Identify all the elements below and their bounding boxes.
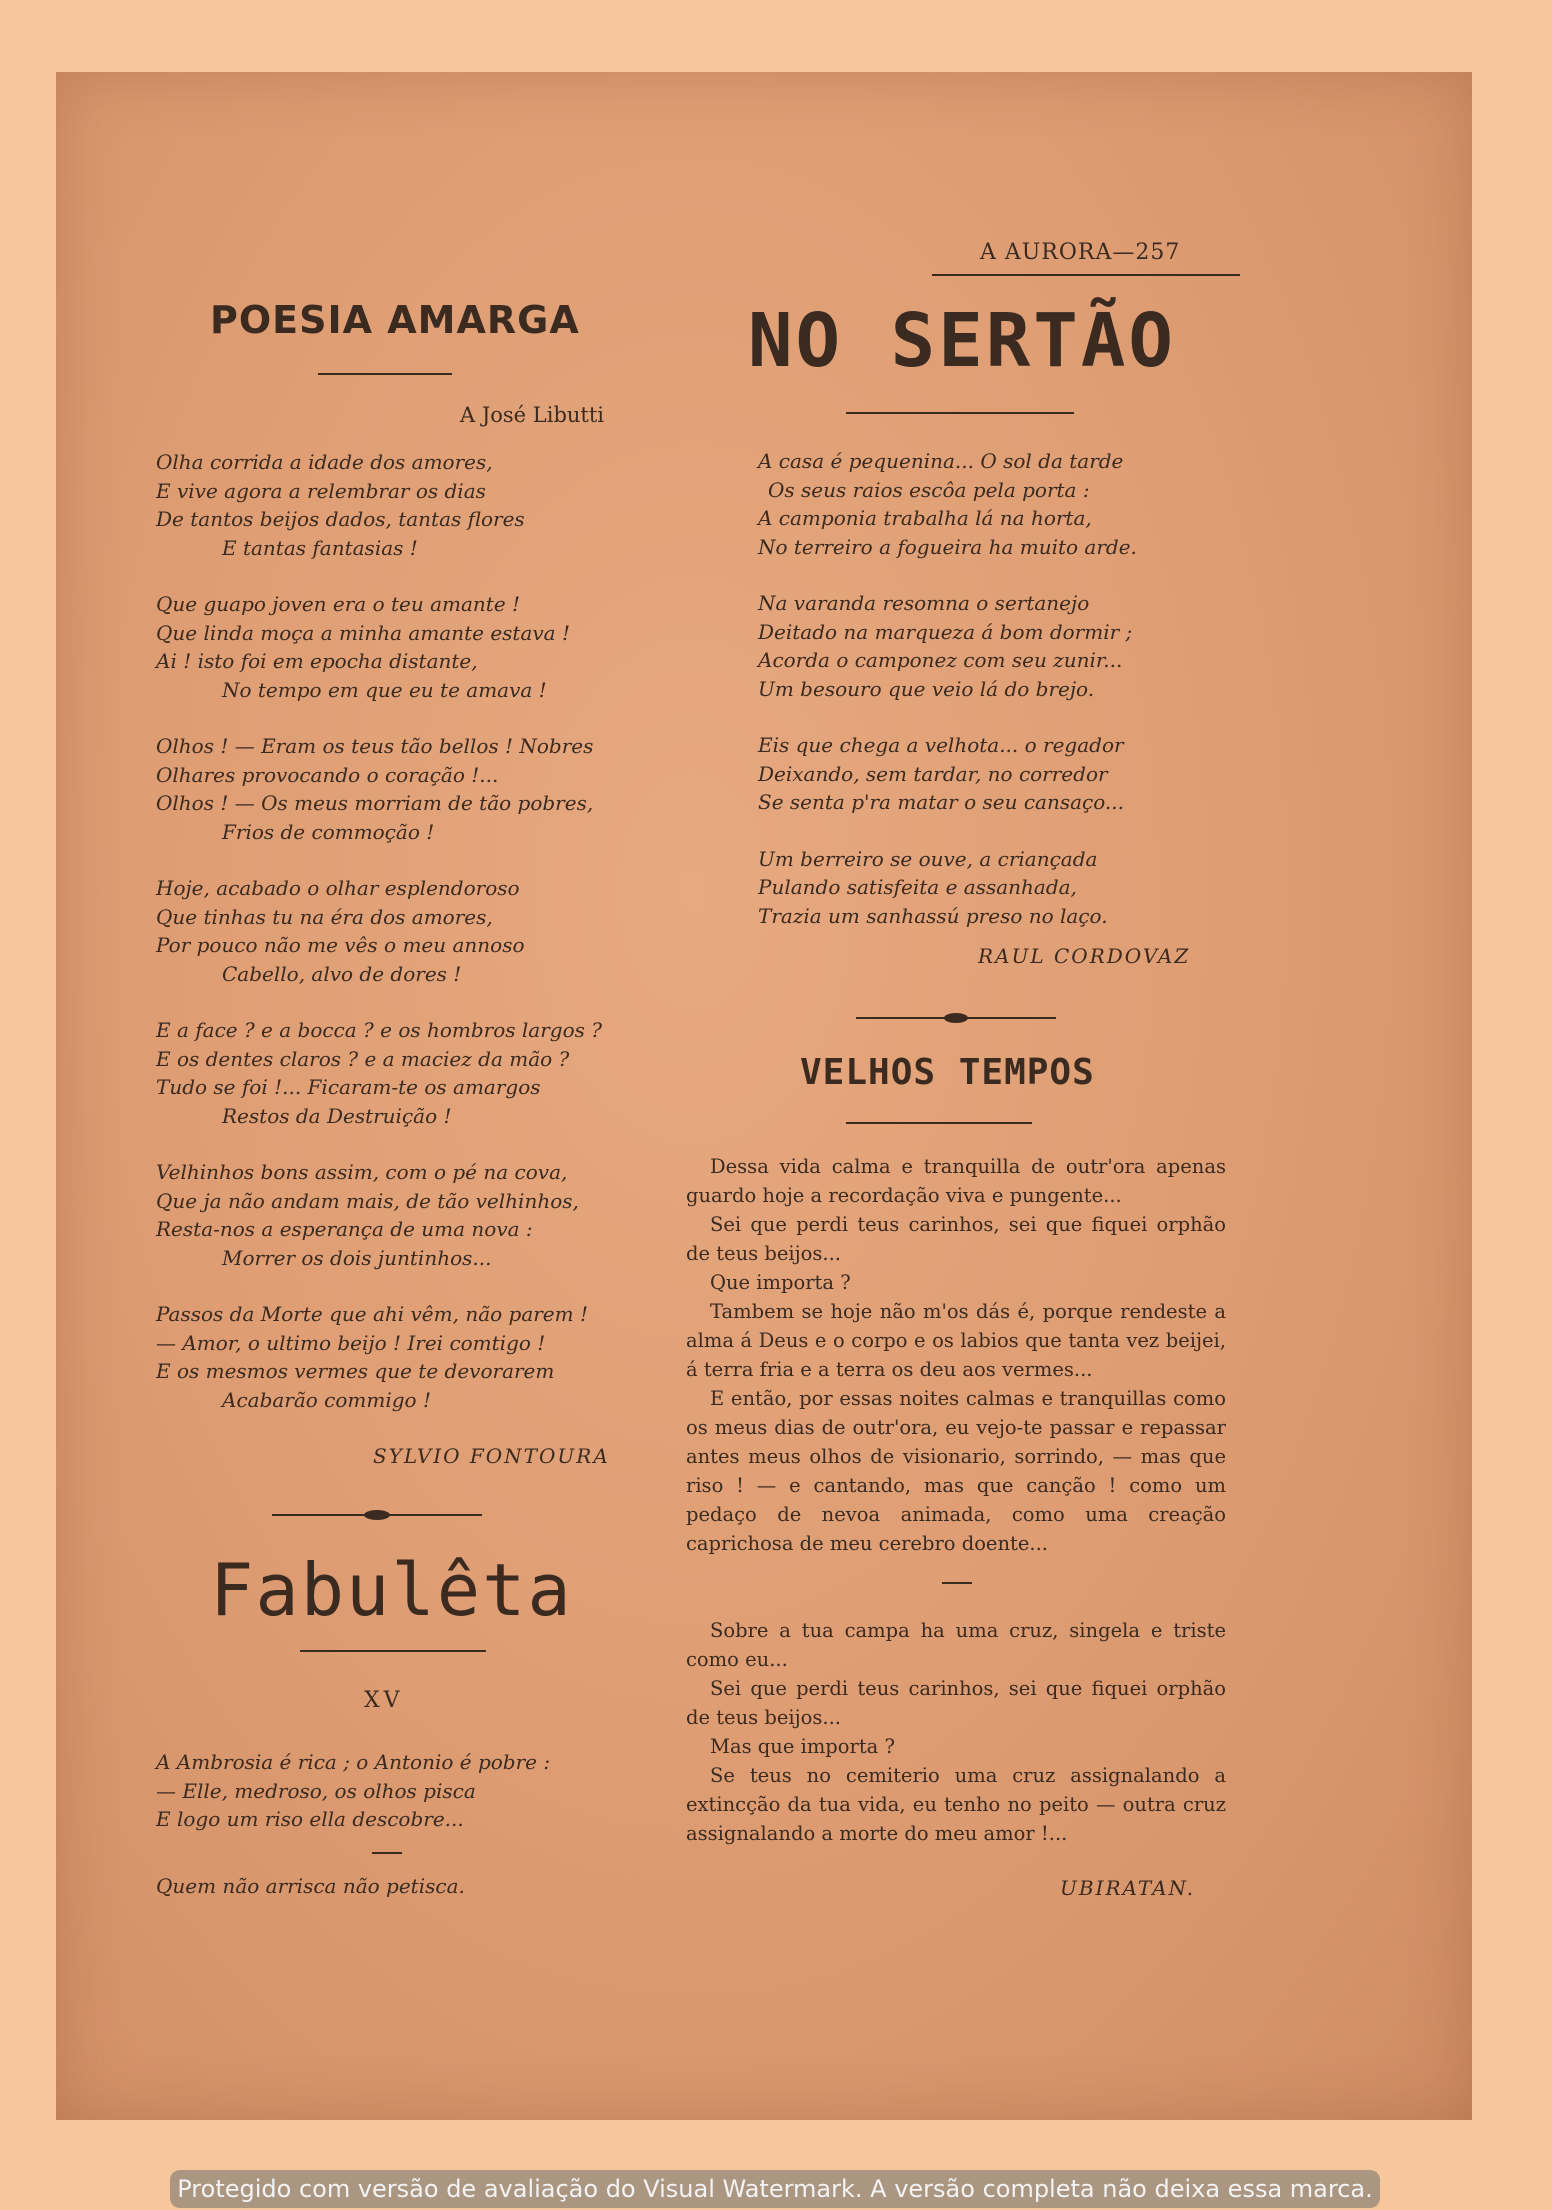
- watermark-banner: Protegido com versão de avaliação do Visual Watermark. A versão completa não deixa essa marca.: [170, 2170, 1380, 2208]
- title-rule: [300, 1650, 486, 1652]
- verse-line: Cabello, alvo de dores !: [222, 961, 462, 986]
- verse-line: Olha corrida a idade dos amores,: [156, 450, 493, 474]
- fabuleta-moral: Quem não arrisca não petisca.: [156, 1874, 465, 1898]
- verse-line: Pulando satisfeita e assanhada,: [758, 875, 1077, 899]
- author-sylvio-fontoura: SYLVIO FONTOURA: [373, 1444, 610, 1468]
- stanza: [758, 731, 1258, 817]
- verse-line: E logo um riso ella descobre...: [156, 1807, 464, 1831]
- poem-title-no-sertao: NO SERTÃO: [748, 298, 1176, 384]
- author-raul-cordovaz: RAUL CORDOVAZ: [978, 944, 1191, 968]
- verse-line: Velhinhos bons assim, com o pé na cova,: [156, 1160, 568, 1184]
- verse-line: Hoje, acabado o olhar esplendoroso: [156, 876, 520, 900]
- stanza: [156, 1016, 656, 1130]
- paragraph: Se teus no cemiterio uma cruz assignalando a extincção da tua vida, eu tenho no peito — outra cruz assignalando a morte do meu amor !...: [686, 1764, 1226, 1845]
- paragraph: Sobre a tua campa ha uma cruz, singela e triste como eu...: [686, 1619, 1226, 1671]
- paragraph: Que importa ?: [710, 1271, 851, 1294]
- verse-line: Resta-nos a esperança de uma nova :: [156, 1217, 533, 1241]
- verse-line: Deixando, sem tardar, no corredor: [758, 761, 1108, 786]
- paragraph: Dessa vida calma e tranquilla de outr'ora apenas guardo hoje a recordação viva e pungente...: [686, 1155, 1226, 1207]
- verse-line: E tantas fantasias !: [222, 535, 418, 560]
- fabuleta-title: Fabulêta: [210, 1548, 573, 1632]
- verse-line: Um besouro que veio lá do brejo.: [758, 676, 1095, 701]
- verse-line: Que ja não andam mais, de tão velhinhos,: [156, 1188, 579, 1213]
- verse-line: Morrer os dois juntinhos...: [222, 1245, 492, 1270]
- title-rule: [846, 412, 1074, 414]
- stanza: [758, 447, 1258, 561]
- title-rule: [846, 1122, 1032, 1124]
- verse-line: Trazia um sanhassú preso no laço.: [758, 903, 1108, 928]
- prose-title-velhos-tempos: VELHOS TEMPOS: [800, 1052, 1095, 1093]
- stanza: [156, 732, 656, 846]
- verse-line: Que guapo joven era o teu amante !: [156, 592, 521, 616]
- verse-line: E os mesmos vermes que te devorarem: [156, 1359, 555, 1383]
- verse-line: Por pouco não me vês o meu annoso: [156, 933, 525, 957]
- verse-line: A camponia trabalha lá na horta,: [758, 506, 1092, 530]
- verse-line: Tudo se foi !... Ficaram-te os amargos: [156, 1075, 541, 1099]
- verse-line: De tantos beijos dados, tantas flores: [156, 507, 525, 531]
- dash-separator: [372, 1852, 402, 1854]
- verse-line: Frios de commoção !: [222, 819, 435, 844]
- author-ubiratan: UBIRATAN.: [1060, 1876, 1196, 1900]
- fabuleta-text: [156, 1748, 656, 1834]
- verse-line: Ai ! isto foi em epocha distante,: [156, 649, 478, 673]
- verse-line: A Ambrosia é rica ; o Antonio é pobre :: [156, 1750, 551, 1774]
- verse-line: Na varanda resomna o sertanejo: [758, 591, 1090, 615]
- page-header: A AURORA—257: [980, 240, 1181, 265]
- verse-line: No tempo em que eu te amava !: [222, 677, 547, 702]
- verse-line: Restos da Destruição !: [222, 1103, 452, 1128]
- verse-line: Passos da Morte que ahi vêm, não parem !: [156, 1302, 589, 1326]
- stanza: [156, 590, 656, 704]
- poem-title-poesia-amarga: POESIA AMARGA: [210, 298, 580, 342]
- verse-line: Se senta p'ra matar o seu cansaço...: [758, 790, 1124, 814]
- verse-line: E vive agora a relembrar os dias: [156, 478, 486, 503]
- stanza: [156, 448, 656, 562]
- paragraph: Mas que importa ?: [710, 1735, 895, 1758]
- title-rule: [318, 373, 452, 375]
- verse-line: No terreiro a fogueira ha muito arde.: [758, 534, 1137, 559]
- verse-line: Olhos ! — Eram os teus tão bellos ! Nobres: [156, 734, 594, 758]
- verse-line: Os seus raios escôa pela porta :: [768, 477, 1090, 502]
- paragraph: E então, por essas noites calmas e tranquillas como os meus dias de outr'ora, eu vejo-te passar e repassar antes meus olhos de visionario, sorrindo, — mas que riso ! — e cantando, mas que canção ! como um pedaço de nevoa animada, como uma creação caprichosa de meu cerebro doente...: [686, 1387, 1226, 1555]
- stanza: [758, 589, 1258, 703]
- dedication: A José Libutti: [460, 403, 605, 427]
- verse-line: E os dentes claros ? e a maciez da mão ?: [156, 1046, 570, 1071]
- stanza: [156, 1300, 656, 1414]
- verse-line: — Amor, o ultimo beijo ! Irei comtigo !: [156, 1330, 546, 1355]
- stanza: [156, 874, 656, 988]
- ornament-divider: [856, 1013, 1056, 1023]
- verse-line: Olhos ! — Os meus morriam de tão pobres,: [156, 791, 594, 815]
- verse-line: E a face ? e a bocca ? e os hombros largos ?: [156, 1018, 602, 1042]
- poem-no-sertao: [758, 447, 1258, 930]
- verse-line: A casa é pequenina... O sol da tarde: [758, 449, 1124, 473]
- dash-separator: [942, 1582, 972, 1584]
- stanza: [156, 1158, 656, 1272]
- fabuleta-number: XV: [364, 1688, 404, 1713]
- prose-velhos-tempos-part2: [686, 1616, 1226, 1848]
- prose-velhos-tempos-part1: [686, 1152, 1226, 1558]
- verse-line: Um berreiro se ouve, a criançada: [758, 846, 1098, 871]
- poem-poesia-amarga: [156, 448, 656, 1414]
- verse-line: — Elle, medroso, os olhos pisca: [156, 1778, 476, 1803]
- verse-line: Acabarão commigo !: [222, 1387, 431, 1412]
- verse-line: Que linda moça a minha amante estava !: [156, 620, 571, 645]
- verse-line: Eis que chega a velhota... o regador: [758, 733, 1124, 757]
- verse-line: Olhares provocando o coração !...: [156, 762, 499, 787]
- verse-line: Que tinhas tu na éra dos amores,: [156, 904, 493, 929]
- stanza: [758, 845, 1258, 931]
- ornament-divider: [272, 1510, 482, 1520]
- header-rule: [932, 274, 1240, 276]
- verse-line: Deitado na marqueza á bom dormir ;: [758, 619, 1133, 644]
- verse-line: Acorda o camponez com seu zunir...: [758, 648, 1123, 672]
- paragraph: Sei que perdi teus carinhos, sei que fiquei orphão de teus beijos...: [686, 1213, 1226, 1265]
- paragraph: Sei que perdi teus carinhos, sei que fiquei orphão de teus beijos...: [686, 1677, 1226, 1729]
- paragraph: Tambem se hoje não m'os dás é, porque rendeste a alma á Deus e o corpo e os labios que tanta vez beijei, á terra fria e a terra os deu aos vermes...: [686, 1300, 1226, 1381]
